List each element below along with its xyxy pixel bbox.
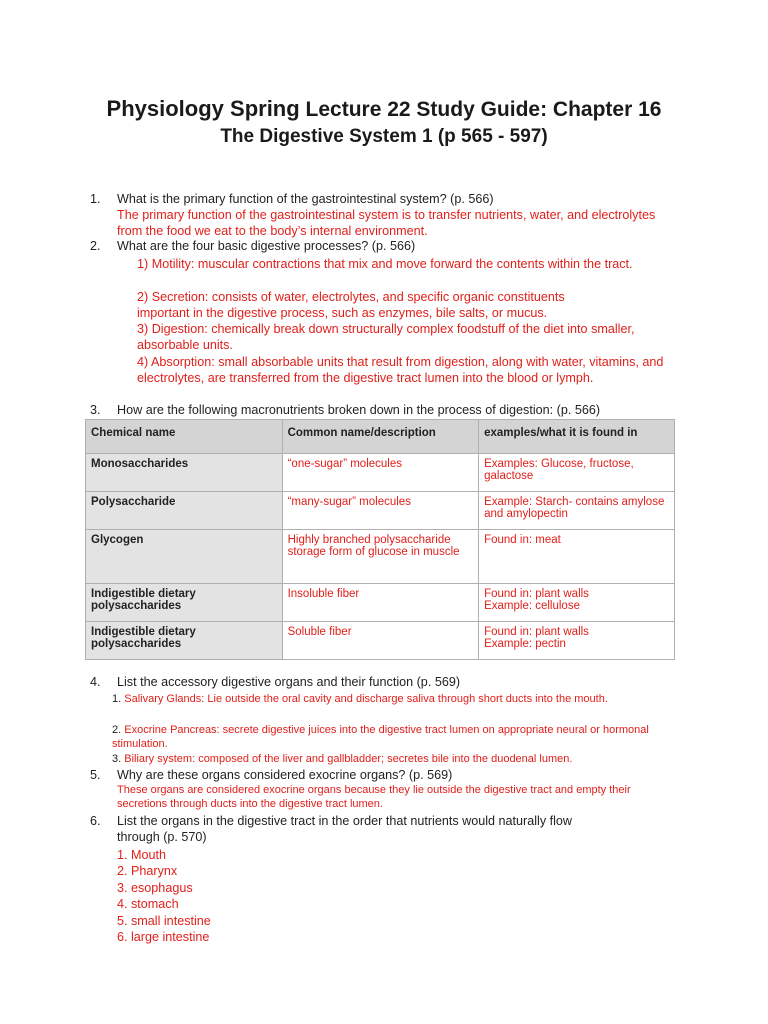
question-text: List the organs in the digestive tract in the order that nutrients would naturally flow — [117, 814, 573, 828]
macronutrient-table — [85, 419, 675, 660]
item-number: 2. — [112, 724, 125, 736]
title-part-b: Lecture 22 Study Guide: Chapter 16 — [299, 98, 662, 121]
table-row — [86, 492, 675, 530]
table-header-row — [86, 420, 675, 454]
question-text: List the accessory digestive organs and their function (p. 569) — [117, 675, 461, 689]
example-cell: Found in: plant walls Example: cellulose — [479, 584, 675, 622]
item-text: Exocrine Pancreas: secrete digestive juices into the digestive tract lumen on appropriate neural or hormonal stimulation. — [112, 724, 649, 750]
title-part-a: Physiology Spring — [106, 96, 300, 121]
answer-text: These organs are considered exocrine organs because they lie outside the digestive tract and empty their secretions through ducts into the digestive tract lumen. — [117, 784, 631, 810]
column-header: Common name/description — [282, 420, 479, 454]
column-header: examples/what it is found in — [479, 420, 675, 454]
example-cell: Found in: plant walls Example: pectin — [479, 622, 675, 660]
list-item — [112, 723, 657, 751]
table-row — [86, 622, 675, 660]
question-number: 4. — [90, 675, 101, 689]
list-item: 3. esophagus — [117, 881, 193, 895]
table-row — [86, 584, 675, 622]
example-cell: Example: Starch- contains amylose and amylopectin — [479, 492, 675, 530]
chemical-name-cell: Monosaccharides — [86, 454, 283, 492]
item-text: Biliary system: composed of the liver and gallbladder; secretes bile into the duodenal lumen. — [124, 753, 573, 765]
question-text: Why are these organs considered exocrine organs? (p. 569) — [117, 768, 453, 782]
description-cell: “one-sugar” molecules — [282, 454, 479, 492]
description-cell: Highly branched polysaccharide storage form of glucose in muscle — [282, 530, 479, 584]
item-text: Salivary Glands: Lie outside the oral cavity and discharge saliva through short ducts into the mouth. — [124, 693, 608, 705]
list-item — [112, 752, 672, 766]
example-cell: Found in: meat — [479, 530, 675, 584]
page-subtitle: The Digestive System 1 (p 565 - 597) — [220, 126, 548, 147]
question-text: How are the following macronutrients broken down in the process of digestion: (p. 566) — [117, 403, 601, 417]
answer-item: 3) Digestion: chemically break down structurally complex foodstuff of the diet into smaller, absorbable units. — [137, 322, 635, 352]
item-number: 1. — [112, 693, 125, 705]
question-number: 5. — [90, 768, 101, 782]
table-row — [86, 454, 675, 492]
question-number: 6. — [90, 814, 101, 828]
description-cell: “many-sugar” molecules — [282, 492, 479, 530]
answer-item: 2) Secretion: consists of water, electrolytes, and specific organic constituents important in the digestive process, such as enzymes, bile salts, or mucus. — [137, 290, 565, 320]
column-header: Chemical name — [86, 420, 283, 454]
chemical-name-cell: Indigestible dietary polysaccharides — [86, 584, 283, 622]
chemical-name-cell: Glycogen — [86, 530, 283, 584]
list-item: 6. large intestine — [117, 930, 210, 944]
question-text: What is the primary function of the gastrointestinal system? (p. 566) — [117, 192, 494, 206]
question-number: 3. — [90, 403, 101, 417]
chemical-name-cell: Indigestible dietary polysaccharides — [86, 622, 283, 660]
answer-text: The primary function of the gastrointestinal system is to transfer nutrients, water, and electrolytes from the food we eat to the body’s internal environment. — [117, 208, 656, 238]
list-item: 1. Mouth — [117, 848, 167, 862]
question-text: What are the four basic digestive processes? (p. 566) — [117, 239, 416, 253]
question-text-continued: through (p. 570) — [117, 830, 207, 844]
question-number: 1. — [90, 192, 101, 206]
item-number: 3. — [112, 753, 125, 765]
example-cell: Examples: Glucose, fructose, galactose — [479, 454, 675, 492]
answer-item: 4) Absorption: small absorbable units that result from digestion, along with water, vitamins, and electrolytes, are transferred from the digestive tract lumen into the blood or lymph. — [137, 355, 664, 385]
description-cell: Soluble fiber — [282, 622, 479, 660]
answer-item: 1) Motility: muscular contractions that mix and move forward the contents within the tract. — [137, 257, 633, 271]
list-item: 2. Pharynx — [117, 864, 178, 878]
page-title — [0, 96, 768, 122]
list-item: 5. small intestine — [117, 914, 211, 928]
chemical-name-cell: Polysaccharide — [86, 492, 283, 530]
list-item: 4. stomach — [117, 897, 179, 911]
list-item — [112, 692, 642, 706]
description-cell: Insoluble fiber — [282, 584, 479, 622]
question-number: 2. — [90, 239, 101, 253]
table-row — [86, 530, 675, 584]
